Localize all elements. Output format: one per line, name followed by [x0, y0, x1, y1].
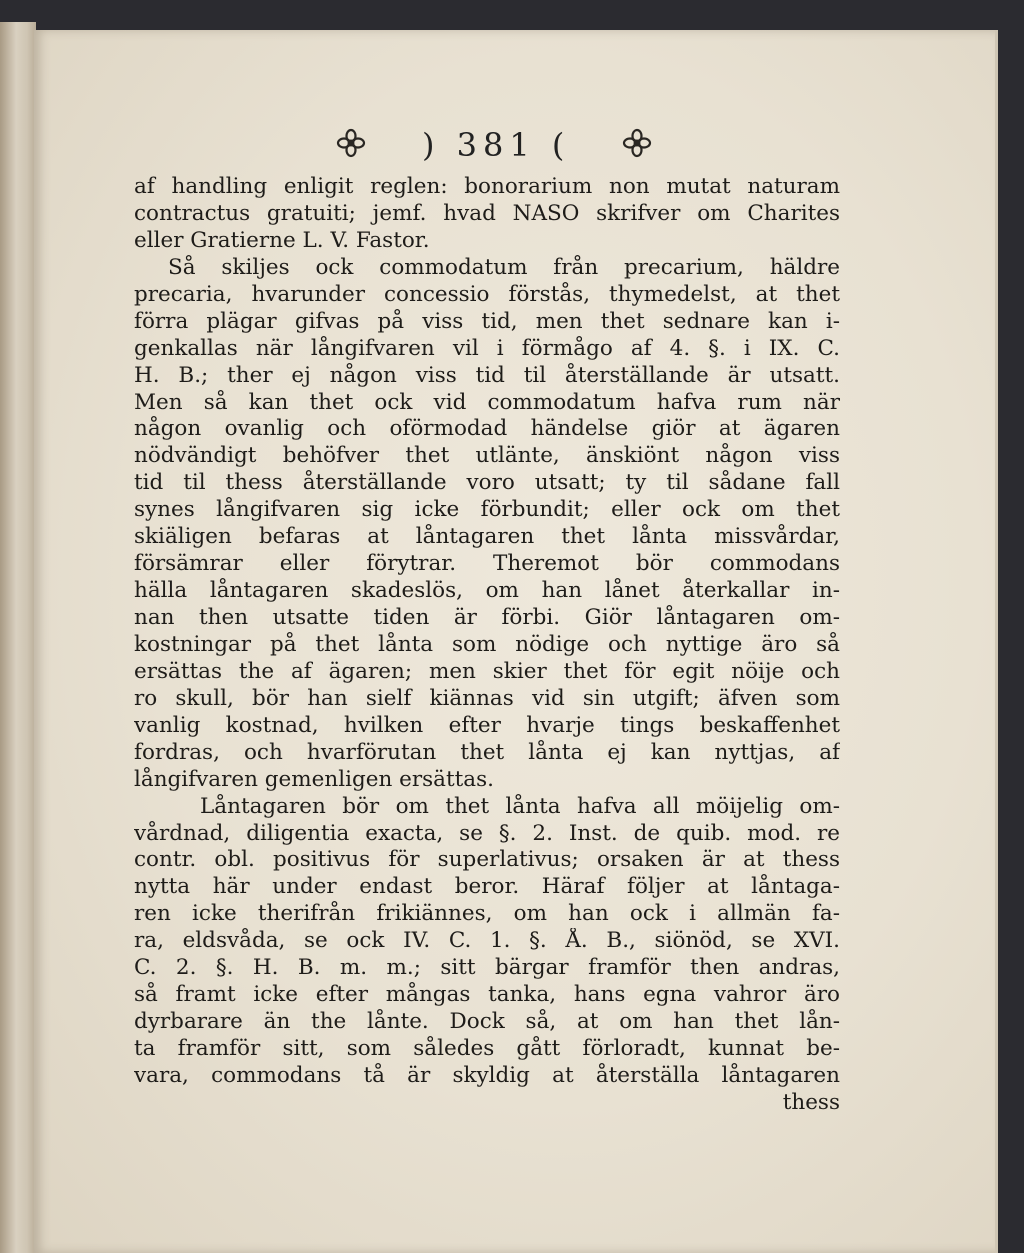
body-text — [134, 174, 840, 1117]
text-line: genkallas när långifvaren vil i förmågo af 4. §. i IX. C. — [134, 335, 840, 361]
text-line: contractus gratuiti; jemf. hvad NASO skrifver om Charites — [134, 200, 840, 226]
text-line: ta framför sitt, som således gått förloradt, kunnat be- — [134, 1036, 840, 1061]
text-line: försämrar eller förytrar. Theremot bör commodans — [134, 551, 840, 577]
text-line: dyrbarare än the lånte. Dock så, at om han thet lån- — [134, 1009, 840, 1035]
text-line: C. 2. §. H. B. m. m.; sitt bärgar framför then andras, — [134, 955, 840, 981]
text-line: nan then utsatte tiden är förbi. Giör låntagaren om- — [134, 605, 840, 630]
text-line: vanlig kostnad, hvilken efter hvarje tings beskaffenhet — [134, 712, 840, 738]
page-edge — [995, 30, 998, 1253]
text-line: hälla låntagaren skadeslös, om han lånet återkallar in- — [134, 578, 840, 604]
text-line: eller Gratierne L. V. Fastor. — [134, 227, 430, 253]
text-line: nödvändigt behöfver thet utlänte, änskiönt någon viss — [134, 443, 840, 469]
text-line: Så skiljes ock commodatum från precarium, häldre — [168, 254, 840, 280]
text-line: af handling enligit reglen: bonorarium non mutat naturam — [134, 174, 840, 199]
text-line: så framt icke efter mångas tanka, hans egna vahror äro — [134, 982, 840, 1008]
text-line: ersättas the af ägaren; men skier thet för egit nöije och — [134, 658, 840, 684]
text-line: H. B.; ther ej någon viss tid til återställande är utsatt. — [134, 362, 840, 388]
text-line: förra plägar gifvas på viss tid, men thet sednare kan i- — [134, 308, 840, 334]
text-line: synes långifvaren sig icke förbundit; eller ock om thet — [134, 497, 840, 523]
text-line: precaria, hvarunder concessio förstås, thymedelst, at thet — [134, 281, 840, 307]
page-number: ) 381 ( — [422, 126, 571, 164]
text-line: tid til thess återställande voro utsatt; ty til sådane fall — [134, 470, 840, 496]
text-line: ren icke therifrån frikiännes, om han ock i allmän fa- — [134, 901, 840, 927]
text-line: Låntagaren bör om thet lånta hafva all möijelig om- — [200, 793, 840, 819]
book-spine — [0, 22, 36, 1253]
flower-ornament-icon — [336, 128, 366, 158]
text-line: någon ovanlig och oförmodad händelse giör at ägaren — [134, 416, 840, 442]
text-line: skiäligen befaras at låntagaren thet lånta missvårdar, — [134, 524, 840, 550]
text-line: kostningar på thet lånta som nödige och nyttige äro så — [134, 631, 840, 657]
flower-ornament-icon — [622, 128, 652, 158]
text-line: ra, eldsvåda, se ock IV. C. 1. §. Å. B., siönöd, se XVI. — [134, 928, 840, 954]
catchword: thess — [782, 1089, 840, 1115]
text-line: vara, commodans tå är skyldig at återställa låntagaren — [134, 1062, 840, 1088]
text-line: fordras, och hvarförutan thet lånta ej kan nyttjas, af — [134, 739, 840, 765]
text-line: nytta här under endast beror. Häraf följer at låntaga- — [134, 874, 840, 900]
text-line: Men så kan thet ock vid commodatum hafva rum när — [134, 389, 840, 415]
text-line: vårdnad, diligentia exacta, se §. 2. Inst. de quib. mod. re — [134, 820, 840, 846]
running-header — [336, 124, 666, 168]
text-line: långifvaren gemenligen ersättas. — [134, 766, 494, 792]
text-line: contr. obl. positivus för superlativus; orsaken är at thess — [134, 847, 840, 873]
text-line: ro skull, bör han sielf kiännas vid sin utgift; äfven som — [134, 685, 840, 711]
